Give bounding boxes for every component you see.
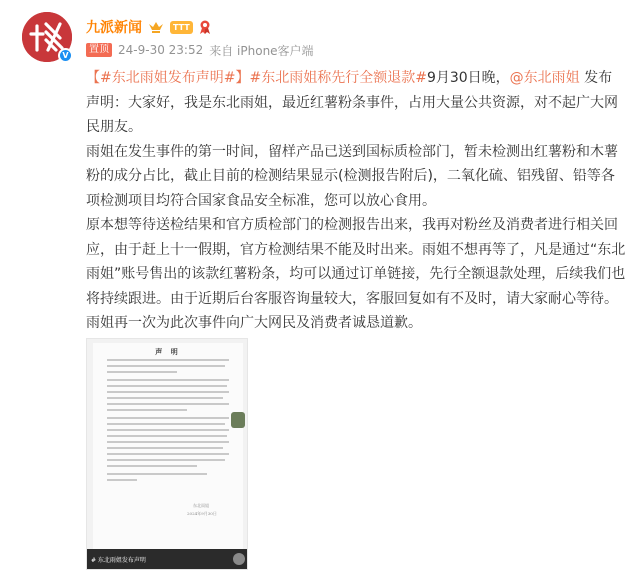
post-source: 来自 iPhone客户端 [209,43,314,58]
watermark-icon [233,553,245,565]
author-name[interactable]: 九派新闻 [86,20,142,36]
crown-icon [148,20,164,34]
image-caption-bar [87,549,248,569]
edited-tag: 置顶 [86,43,112,57]
hashtag-link-1[interactable]: 【#东北雨姐发布声明#】 [86,70,250,86]
post-paragraph-1 [86,66,626,140]
post-paragraph-3: 原本想等待送检结果和官方质检部门的检测报告出来，我再对粉丝及消费者进行相关回应，由于赶上十一假期，官方检测结果不能及时出来。雨姐不想再等了，凡是通过“东北雨姐”账号售出的该款红薯粉条，均可以通过订单链接，先行全额退款处理，后续我们也将持续跟进。由于近期后台客服咨询量较大，客服回复如有不及时，请大家耐心等待。雨姐再一次为此次事件向广大网民及消费者诚恳道歉。 [86,217,626,331]
image-caption: # 东北雨姐发布声明 [91,557,146,564]
post-content [86,66,626,336]
post-timestamp[interactable]: 24-9-30 23:52 [118,43,204,57]
post-paragraph-2: 雨姐在发生事件的第一时间，留样产品已送到国标质检部门，暂未检测出红薯粉和木薯粉的成分占比，截止目前的检测结果显示(检测报告附后)，二氧化硫、铝残留、铅等各项检测项目均符合国家食品安全标准，您可以放心食用。 [86,143,618,209]
thumbnail-overlay [231,412,245,428]
date-text: 9月30日晚， [426,70,510,86]
level-badge[interactable]: TTT [170,21,193,34]
post-meta [86,41,314,59]
hashtag-link-2[interactable]: #东北雨姐称先行全额退款# [249,70,427,86]
mention-link[interactable]: @东北雨姐 [509,70,580,86]
statement-document [93,343,243,553]
paragraph-1-tail: 发布声明：大家好，我是东北雨姐，最近红薯粉条事件，占用大量公共资源，对不起广大网民朋友。 [86,70,618,135]
document-date: 2024年9月30日 [187,511,217,516]
statement-image[interactable] [86,338,248,570]
verified-v-icon: V [58,48,73,63]
document-title: 声 明 [155,347,181,356]
author-row [86,17,211,37]
ribbon-badge-icon [199,20,211,35]
document-signature: 东北雨姐 [193,503,209,508]
